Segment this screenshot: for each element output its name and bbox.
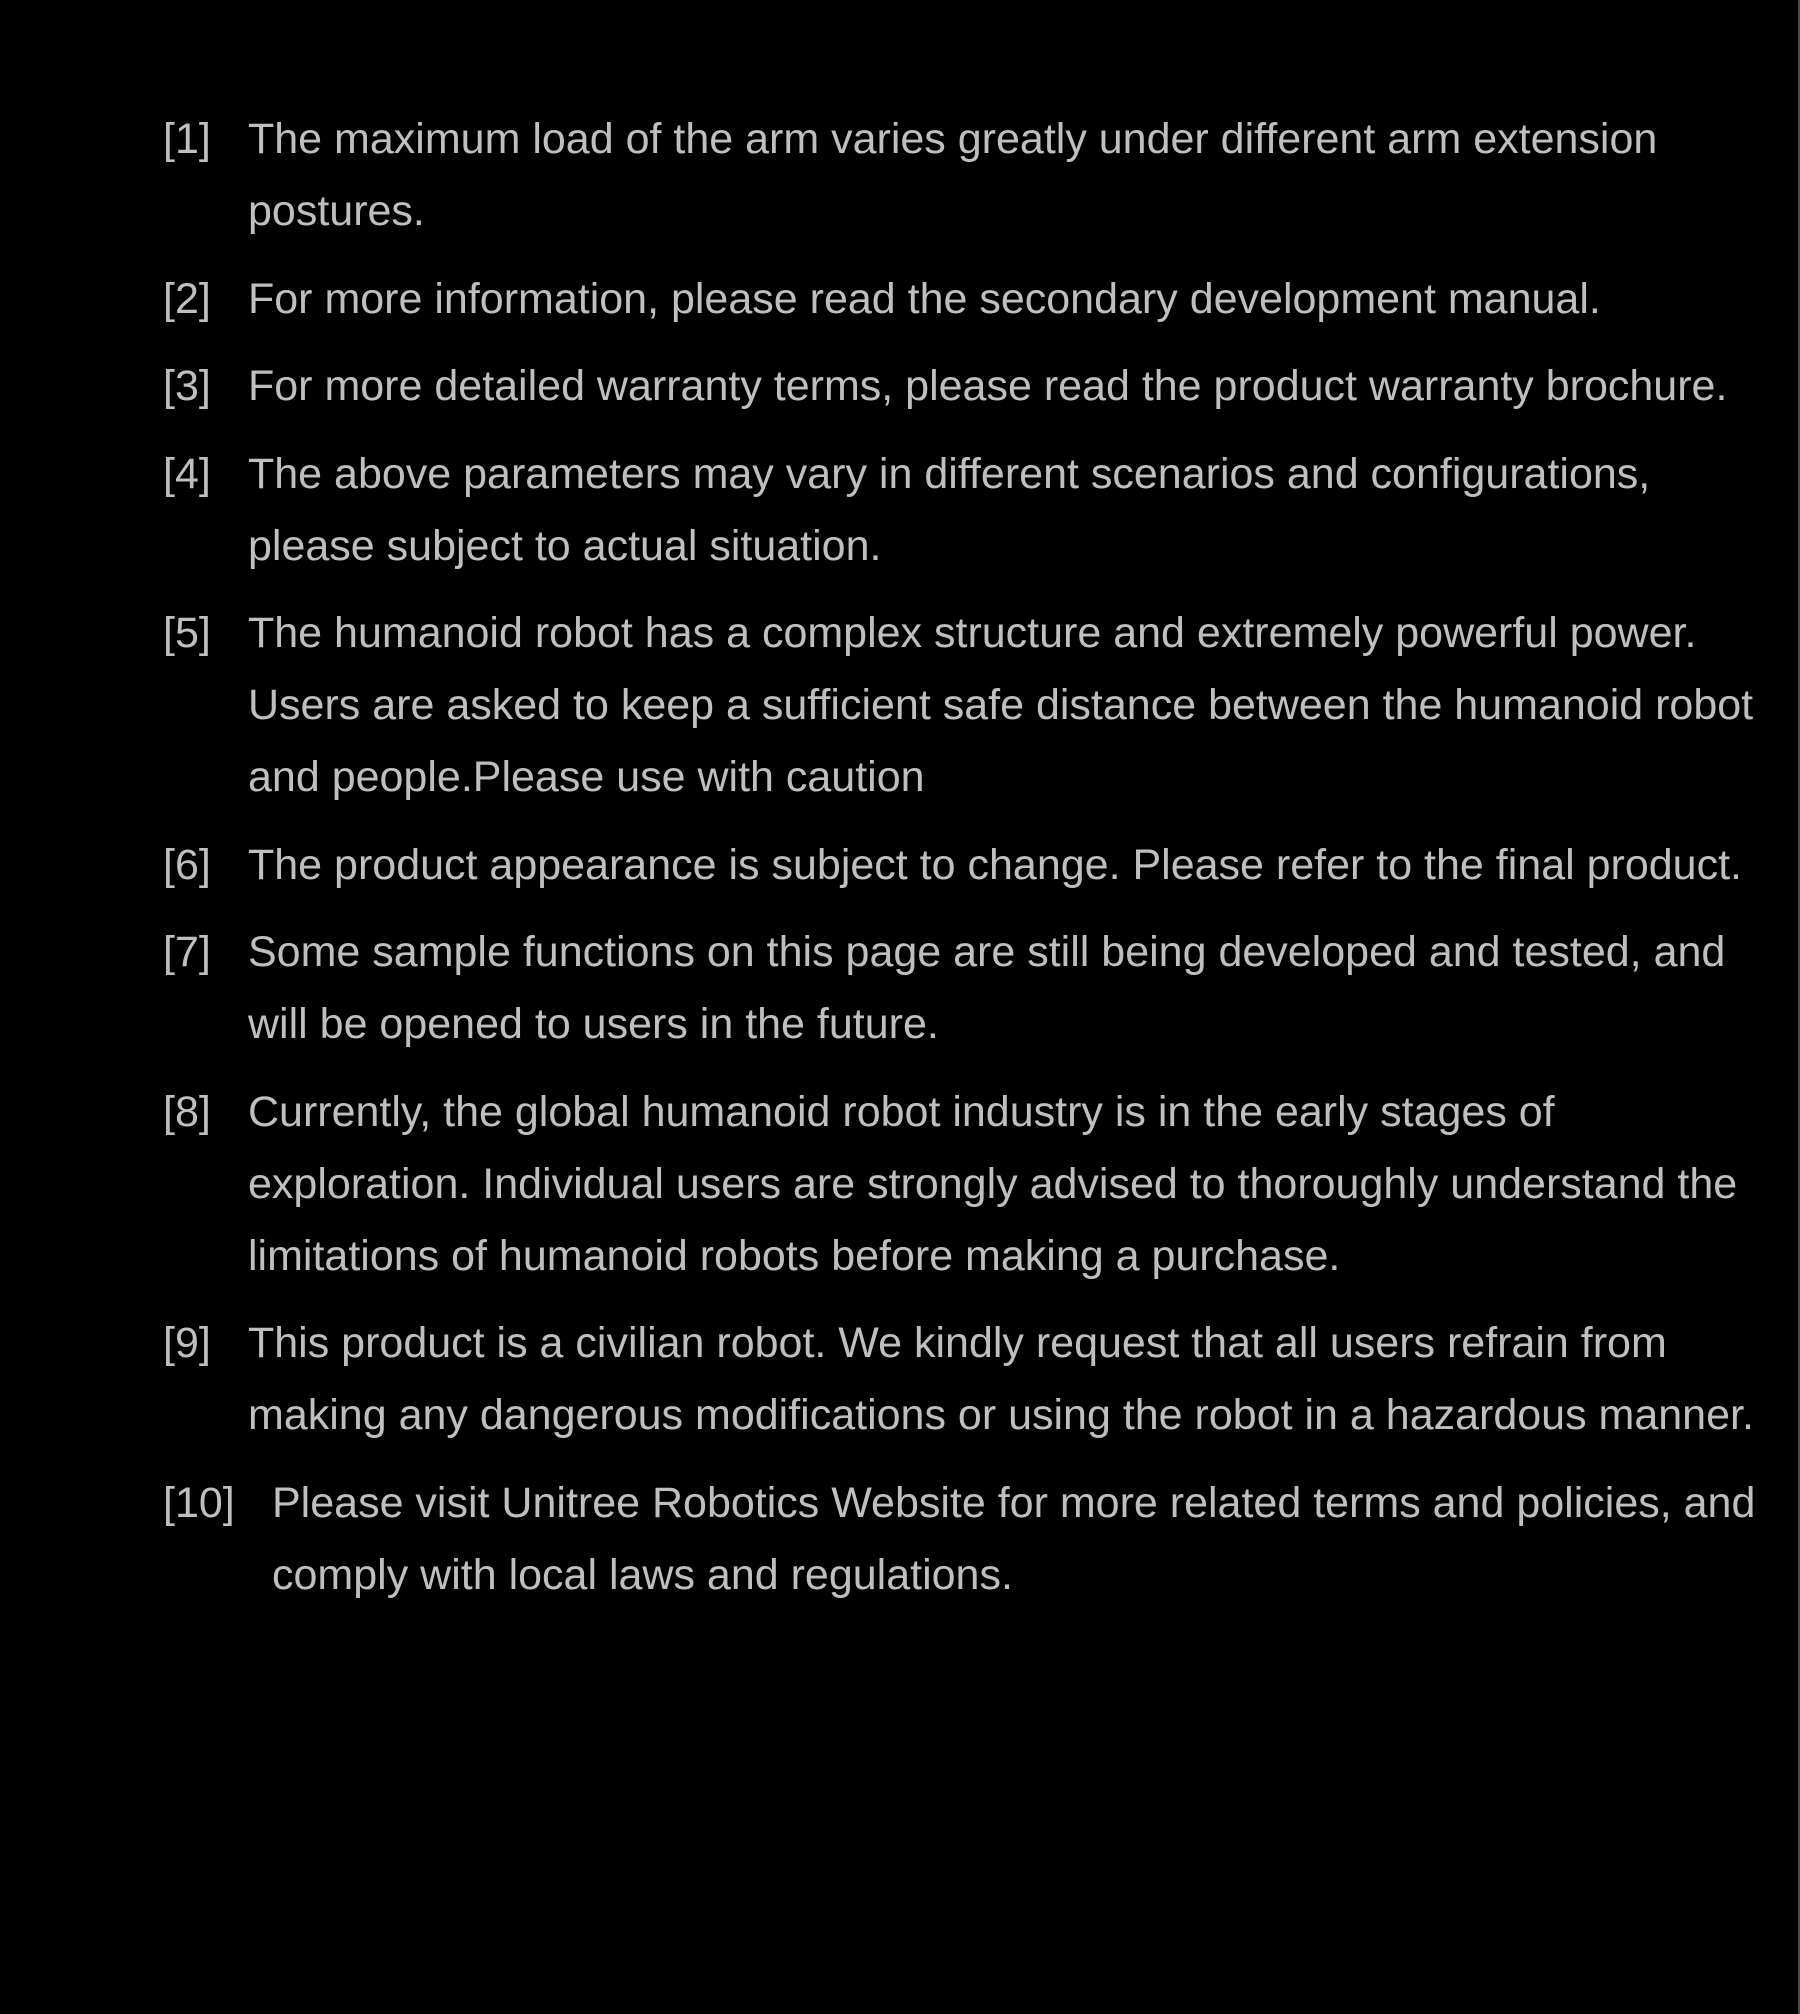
footnote-text: The above parameters may vary in different scenarios and configurations, please subject to actual situation. xyxy=(248,449,1651,570)
footnote-4 xyxy=(163,438,1773,582)
footnote-7 xyxy=(163,916,1773,1060)
footnote-text: Currently, the global humanoid robot industry is in the early stages of exploration. Individual users are strongly advised to thoroughly understand the limitations of humanoid robots before making a purchase. xyxy=(248,1087,1738,1280)
footnote-marker: [8] xyxy=(163,1087,211,1136)
footnote-marker: [1] xyxy=(163,115,211,163)
footnotes-list xyxy=(163,103,1773,1626)
footnote-marker: [9] xyxy=(163,1319,211,1367)
footnote-text: The product appearance is subject to change. Please refer to the final product. xyxy=(248,840,1742,889)
footnote-marker: [3] xyxy=(163,362,211,410)
footnote-1 xyxy=(163,103,1773,247)
footnote-text: The humanoid robot has a complex structure and extremely powerful power. Users are asked to keep a sufficient safe distance between the humanoid robot and people.Please use with caution xyxy=(248,609,1754,801)
footnote-marker: [5] xyxy=(163,609,211,657)
footnote-text: For more detailed warranty terms, please read the product warranty brochure. xyxy=(248,362,1728,410)
footnote-2 xyxy=(163,263,1773,335)
footnote-text: Please visit Unitree Robotics Website for more related terms and policies, and comply with local laws and regulations. xyxy=(272,1478,1756,1599)
footnote-marker: [6] xyxy=(163,840,211,889)
footnote-6 xyxy=(163,829,1773,901)
footnote-9 xyxy=(163,1307,1773,1451)
footnote-text: For more information, please read the secondary development manual. xyxy=(248,274,1601,323)
footnote-8 xyxy=(163,1076,1773,1292)
footnote-marker: [7] xyxy=(163,928,211,976)
footnote-marker: [10] xyxy=(163,1478,235,1527)
footnote-text: Some sample functions on this page are still being developed and tested, and will be opened to users in the future. xyxy=(248,928,1726,1048)
footnote-text: The maximum load of the arm varies greatly under different arm extension postures. xyxy=(248,115,1658,235)
footnote-10 xyxy=(163,1467,1773,1611)
footnote-marker: [2] xyxy=(163,274,211,323)
footnote-3 xyxy=(163,350,1773,422)
footnote-5 xyxy=(163,597,1773,813)
footnote-marker: [4] xyxy=(163,449,211,498)
footnote-text: This product is a civilian robot. We kindly request that all users refrain from making any dangerous modifications or using the robot in a hazardous manner. xyxy=(248,1319,1754,1439)
